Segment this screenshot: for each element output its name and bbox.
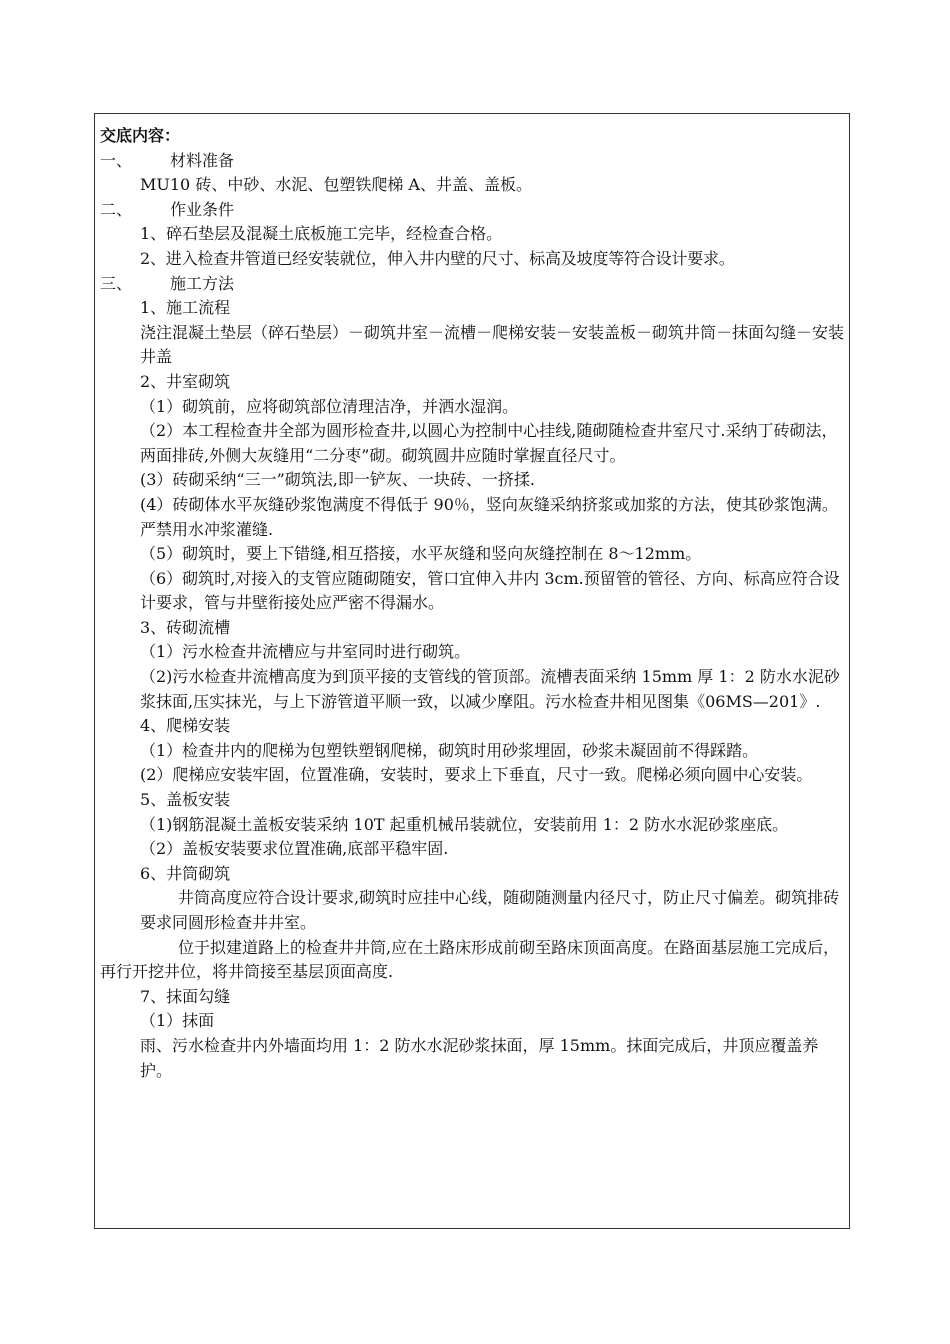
section-heading-3: 三、 施工方法 xyxy=(100,273,235,293)
subheading-channel: 3、砖砌流槽 xyxy=(140,617,231,637)
flow-text: 浇注混凝土垫层（碎石垫层）－砌筑井室－流槽－爬梯安装－安装盖板－砌筑井筒－抹面勾缝－安装井盖 xyxy=(140,322,845,367)
ladder-item: （1）检查井内的爬梯为包塑铁塑钢爬梯，砌筑时用砂浆埋固，砂浆未凝固前不得踩踏。 xyxy=(140,740,759,760)
condition-item: 2、进入检查井管道已经安装就位，伸入井内壁的尺寸、标高及坡度等符合设计要求。 xyxy=(140,248,735,268)
condition-item: 1、碎石垫层及混凝土底板施工完毕，经检查合格。 xyxy=(140,224,503,244)
subheading-ladder: 4、爬梯安装 xyxy=(140,716,231,736)
channel-item: （2)污水检查井流槽高度为到顶平接的支管线的管顶部。流槽表面采纳 15mm 厚 1：2 防水水泥砂浆抹面,压实抹光，与上下游管道平顺一致，以减少摩阻。污水检查井相见图集《06MS—201》. xyxy=(140,667,840,711)
masonry-item: （1）砌筑前，应将砌筑部位清理洁净，并洒水湿润。 xyxy=(140,396,519,416)
masonry-item: （6）砌筑时,对接入的支管应随砌随安，管口宜伸入井内 3cm.预留管的管径、方向、标高应符合设计要求，管与井壁衔接处应严密不得漏水。 xyxy=(140,568,840,613)
shaft-paragraph: 井筒高度应符合设计要求,砌筑时应挂中心线，随砌随测量内径尺寸，防止尺寸偏差。砌筑排砖要求同圆形检查井井室。 xyxy=(140,888,840,932)
materials-text: MU10 砖、中砂、水泥、包塑铁爬梯 A、井盖、盖板。 xyxy=(140,175,532,195)
subheading-plaster: 7、抹面勾缝 xyxy=(140,986,231,1006)
plaster-text: 雨、污水检查井内外墙面均用 1：2 防水水泥砂浆抹面，厚 15mm。抹面完成后，井顶应覆盖养护。 xyxy=(140,1035,819,1080)
ladder-item: (2）爬梯应安装牢固，位置准确，安装时，要求上下垂直，尺寸一致。爬梯必须向圆中心安装。 xyxy=(140,765,813,785)
cover-item: （2）盖板安装要求位置准确,底部平稳牢固. xyxy=(140,839,449,859)
channel-item: （1）污水检查井流槽应与井室同时进行砌筑。 xyxy=(140,642,471,662)
masonry-item: （5）砌筑时，要上下错缝,相互搭接，水平灰缝和竖向灰缝控制在 8～12mm。 xyxy=(140,544,702,564)
masonry-item: （2）本工程检查井全部为圆形检查井,以圆心为控制中心挂线,随砌随检查井室尺寸.采纳丁砖砌法，两面排砖,外侧大灰缝用“二分枣”砌。砌筑圆井应随时掌握直径尺寸。 xyxy=(140,421,838,465)
cover-item: （1)钢筋混凝土盖板安装采纳 10T 起重机械吊装就位，安装前用 1：2 防水水泥砂浆座底。 xyxy=(140,814,789,834)
masonry-item: (3）砖砌采纳“三一”砌筑法,即一铲灰、一块砖、一挤揉. xyxy=(140,470,535,490)
subheading-masonry: 2、井室砌筑 xyxy=(140,371,231,391)
section-heading-2: 二、 作业条件 xyxy=(100,199,235,219)
subheading-shaft: 6、井筒砌筑 xyxy=(140,863,231,883)
section-heading-1: 一、 材料准备 xyxy=(100,150,235,170)
document-body xyxy=(100,124,846,1083)
subheading-cover: 5、盖板安装 xyxy=(140,790,231,810)
plaster-subheading: （1）抹面 xyxy=(140,1011,215,1031)
masonry-item: (4）砖砌体水平灰缝砂浆饱满度不得低于 90％，竖向灰缝采纳挤浆或加浆的方法，使其砂浆饱满。严禁用水冲浆灌缝. xyxy=(140,494,838,539)
page-title: 交底内容： xyxy=(100,126,181,145)
subheading-flow: 1、施工流程 xyxy=(140,298,231,318)
shaft-paragraph: 位于拟建道路上的检查井井筒,应在土路床形成前砌至路床顶面高度。在路面基层施工完成后，再行开挖井位，将井筒接至基层顶面高度. xyxy=(100,937,840,982)
